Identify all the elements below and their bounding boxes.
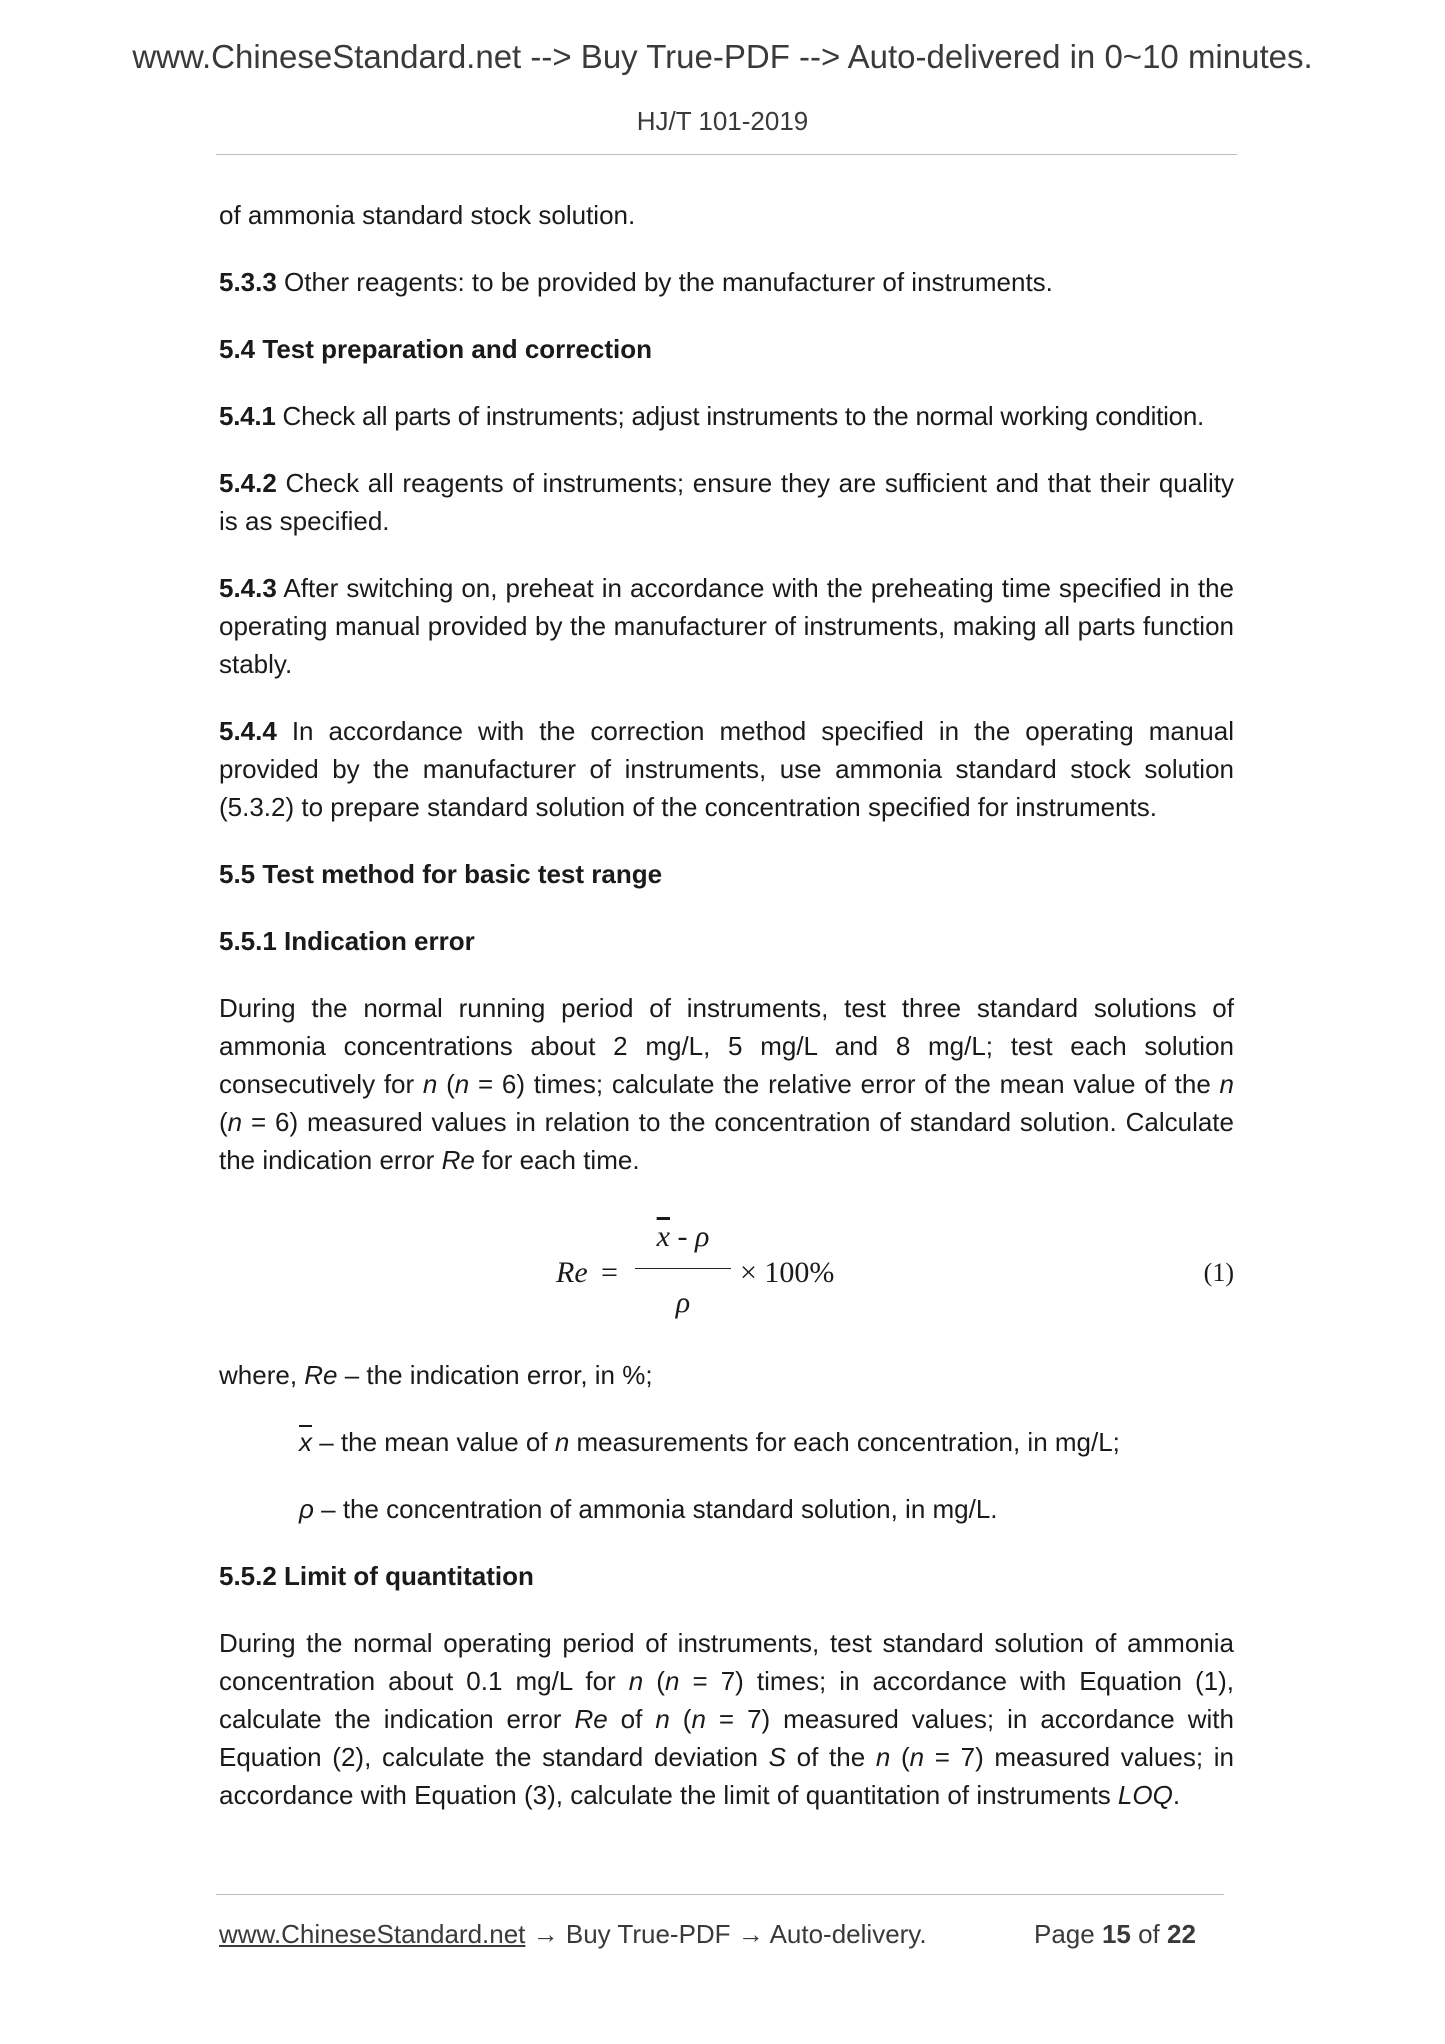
equation-1 xyxy=(219,1208,1234,1330)
equation-rhs: × 100% xyxy=(740,1256,835,1289)
equation-lhs: Re xyxy=(556,1256,588,1289)
fraction-bar xyxy=(635,1268,731,1269)
header-divider xyxy=(216,154,1237,155)
footer-link[interactable]: www.ChineseStandard.net xyxy=(219,1919,526,1949)
clause-5-4-3: 5.4.3 After switching on, preheat in accordance with the preheating time specified in the operating manual provided by the manufacturer of instruments, making all parts function stably. xyxy=(219,573,1234,679)
equation-number: (1) xyxy=(1203,1258,1234,1287)
heading-5-4: 5.4 Test preparation and correction xyxy=(219,334,652,364)
clause-number: 5.4.1 xyxy=(219,401,276,431)
equation-numerator: $\overline{x}$ - ρ xyxy=(656,1220,710,1253)
clause-number: 5.4.3 xyxy=(219,573,277,603)
clause-number: 5.3.3 xyxy=(219,267,277,297)
heading-5-5-2: 5.5.2 Limit of quantitation xyxy=(219,1561,534,1591)
page-body xyxy=(219,196,1234,1843)
heading-5-5: 5.5 Test method for basic test range xyxy=(219,859,663,889)
paragraph-limit-of-quantitation: During the normal operating period of instruments, test standard solution of ammonia concentration about 0.1 mg/L for n (n = 7) times; in accordance with Equation (1), calculate the indication error Re of n (n = 7) measured values; in accordance with Equation (2), calculate the standard deviation S of the n (n = 7) measured values; in accordance with Equation (3), calculate the limit of quantitation of instruments LOQ. xyxy=(219,1628,1234,1810)
footer-divider xyxy=(216,1894,1224,1895)
clause-5-3-3: 5.3.3 Other reagents: to be provided by the manufacturer of instruments. xyxy=(219,267,1053,297)
top-banner: www.ChineseStandard.net --> Buy True-PDF --> Auto-delivered in 0~10 minutes. xyxy=(132,38,1313,75)
paragraph-continuation: of ammonia standard stock solution. xyxy=(219,200,636,230)
definition-x-bar: $\overline{x}$ – the mean value of n measurements for each concentration, in mg/L; xyxy=(299,1427,1120,1457)
equation-equals: = xyxy=(601,1256,618,1289)
footer-text: www.ChineseStandard.net → Buy True-PDF → Auto-delivery. xyxy=(219,1919,927,1949)
page-number: Page 15 of 22 xyxy=(1034,1919,1196,1949)
where-clause: where, Re – the indication error, in %; xyxy=(219,1360,653,1390)
paragraph-indication-error: During the normal running period of instruments, test three standard solutions of ammonia concentrations about 2 mg/L, 5 mg/L and 8 mg/L; test each solution consecutively for n (n = 6) times; calculate the relative error of the mean value of the n (n = 6) measured values in relation to the concentration of standard solution. Calculate the indication error Re for each time. xyxy=(219,993,1235,1175)
equation-denominator: ρ xyxy=(675,1286,691,1319)
definition-rho: ρ – the concentration of ammonia standard solution, in mg/L. xyxy=(299,1494,998,1524)
heading-5-5-1: 5.5.1 Indication error xyxy=(219,926,475,956)
clause-5-4-4: 5.4.4 In accordance with the correction method specified in the operating manual provided by the manufacturer of instruments, use ammonia standard stock solution (5.3.2) to prepare standard solution of the concentration specified for instruments. xyxy=(219,716,1234,822)
clause-5-4-1: 5.4.1 Check all parts of instruments; adjust instruments to the normal working condition. xyxy=(219,401,1205,431)
clause-number: 5.4.4 xyxy=(219,716,277,746)
clause-number: 5.4.2 xyxy=(219,468,277,498)
clause-5-4-2: 5.4.2 Check all reagents of instruments; ensure they are sufficient and that their quality is as specified. xyxy=(219,468,1234,536)
document-code: HJ/T 101-2019 xyxy=(636,106,809,136)
